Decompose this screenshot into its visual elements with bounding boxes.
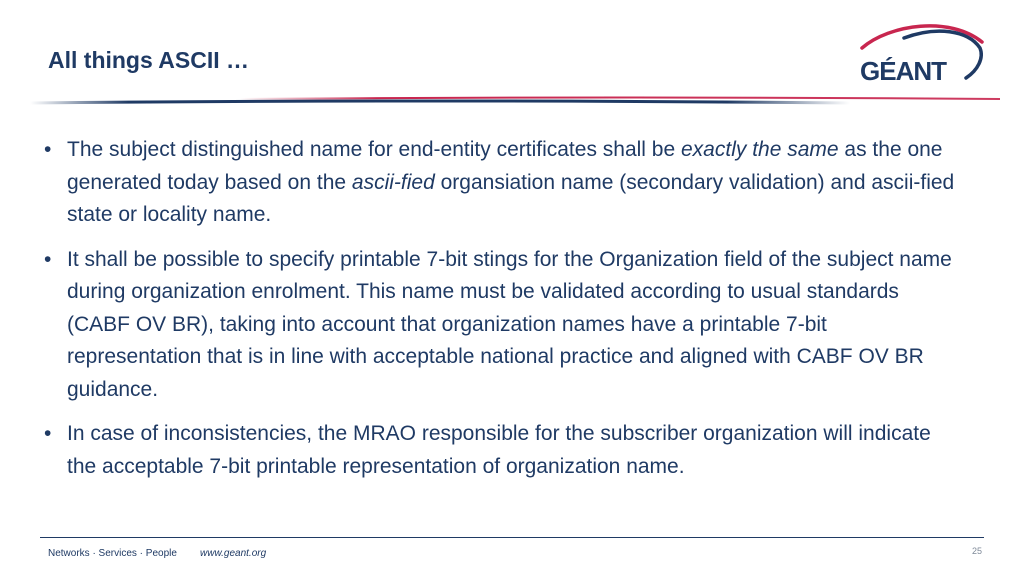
slide-title: All things ASCII … (48, 47, 250, 73)
bullet-item: • The subject distinguished name for end-entity certificates shall be exactly the same as the one generated today based on the ascii-fied organsiation name (secondary validation) and ascii-fied state or locality name. (44, 134, 964, 232)
bullet-marker: • (44, 422, 52, 445)
footer-divider (40, 537, 984, 538)
bullet-list (44, 134, 964, 495)
bullet-item: • In case of inconsistencies, the MRAO responsible for the subscriber organization will indicate the acceptable 7-bit printable representation of organization name. (44, 418, 964, 483)
page-number: 25 (971, 546, 982, 556)
footer-tagline: Networks · Services · People (48, 548, 177, 559)
logo-wordmark: GÉANT (860, 56, 946, 86)
header-rule (0, 94, 1024, 108)
bullet-marker: • (44, 138, 52, 161)
footer-website[interactable]: www.geant.org (200, 548, 267, 559)
geant-logo (850, 20, 990, 84)
bullet-item: • It shall be possible to specify printable 7-bit stings for the Organization field of the subject name during organization enrolment. This name must be validated according to usual standards (CABF OV BR), taking into account that organization names have a printable 7-bit representation that is in line with acceptable national practice and aligned with CABF OV BR guidance. (44, 244, 964, 407)
bullet-marker: • (44, 247, 52, 271)
